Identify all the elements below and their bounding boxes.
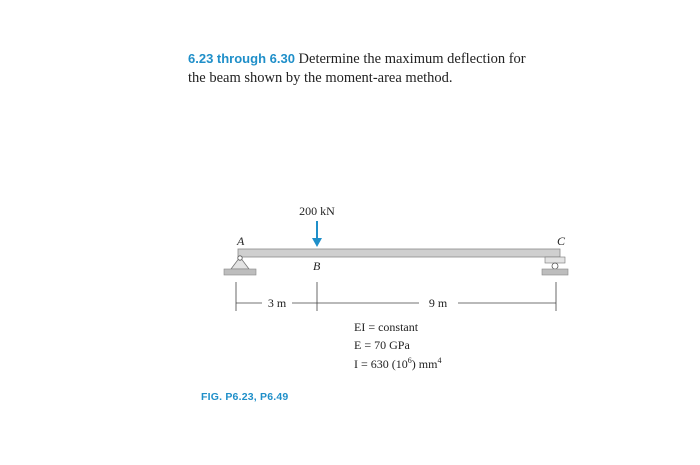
load-label: 200 kN <box>299 204 335 218</box>
point-c-label: C <box>557 234 566 248</box>
problem-text-line2: the beam shown by the moment-area method. <box>188 70 453 86</box>
point-a-label: A <box>237 234 245 248</box>
prop-ei: EI = constant <box>354 320 419 334</box>
beam <box>238 249 560 257</box>
prop-e: E = 70 GPa <box>354 338 410 352</box>
point-b-label: B <box>313 259 321 273</box>
roller-support-c <box>542 257 568 275</box>
problem-text-line1: Determine the maximum deflection for <box>294 51 526 67</box>
pin-support-a <box>224 256 256 275</box>
figure-caption: FIG. P6.23, P6.49 <box>201 391 289 403</box>
prop-i: I = 630 $(10^6)$ $mm^4$ <box>354 356 442 371</box>
dim-right-label: 9 m <box>428 296 448 310</box>
problem-number: 6.23 through 6.30 <box>188 51 295 66</box>
load-arrow <box>312 221 322 247</box>
dim-left-label: 3 m <box>267 296 287 310</box>
